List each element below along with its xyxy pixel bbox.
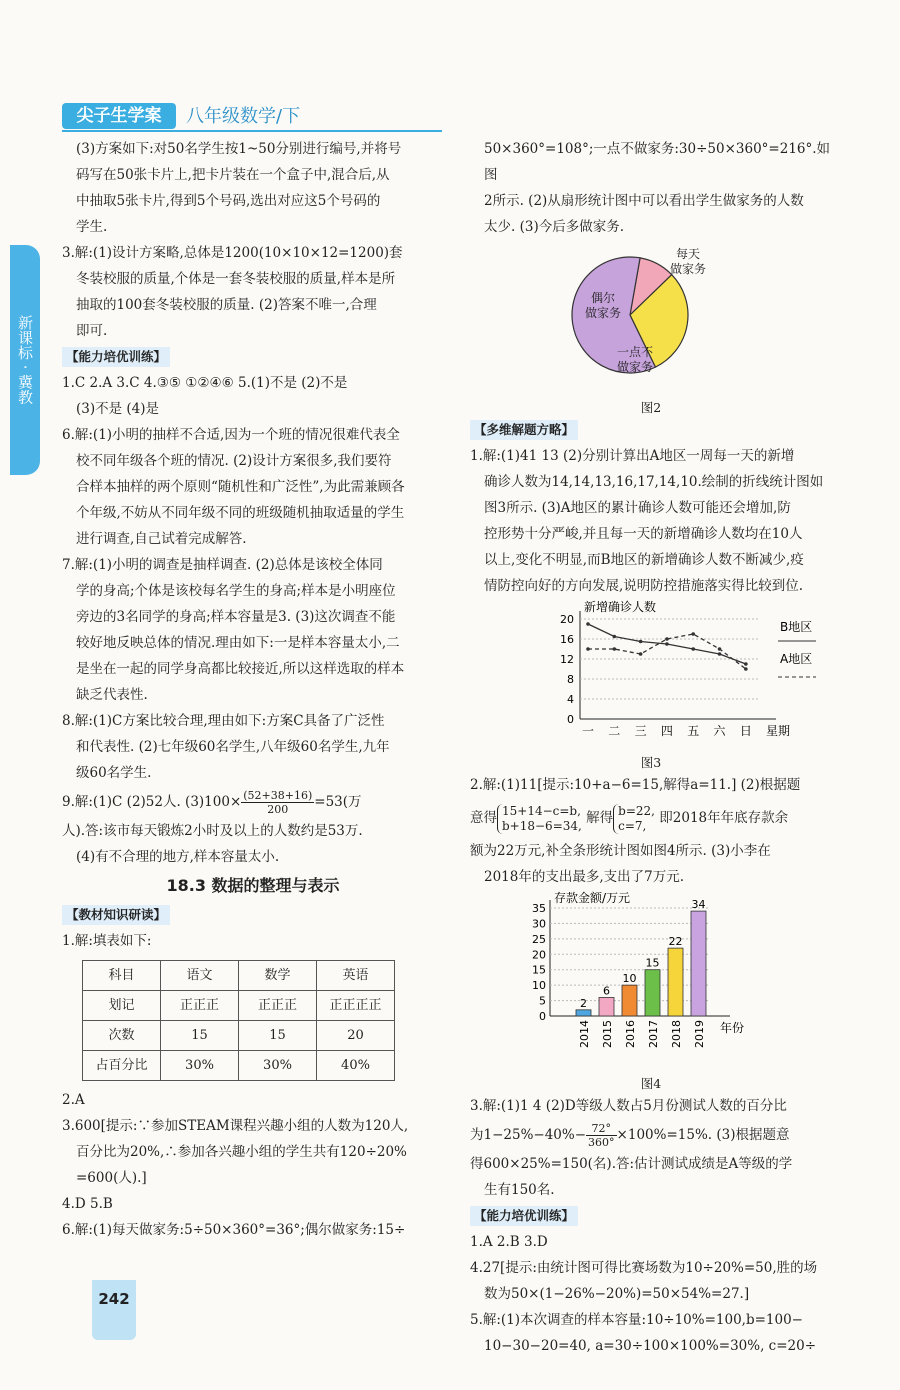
data-point (691, 632, 695, 636)
para-3-plan (62, 136, 444, 240)
r1-answer (470, 443, 832, 599)
text-line: 级60名学生. (76, 765, 152, 781)
table-cell: 40% (317, 1051, 395, 1081)
text-line: 即可. (76, 323, 108, 339)
q9-numerator: (52+38+16) (243, 789, 313, 802)
text-line: 7.解:(1)小明的调查是抽样调查. (2)总体是该校全体同 (62, 557, 383, 573)
bar (645, 970, 660, 1016)
r-choice-answers: 1.A 2.B 3.D (470, 1234, 548, 1250)
text-line: 缺乏代表性. (76, 687, 148, 703)
q45-answers: 4.D 5.B (62, 1196, 113, 1212)
data-point (613, 647, 617, 651)
y-tick-label: 10 (532, 979, 546, 993)
text-line: 生有150名. (484, 1182, 555, 1198)
data-point (586, 622, 590, 626)
y-axis-label: 存款金额/万元 (554, 891, 631, 905)
data-point (639, 652, 643, 656)
table-cell: 30% (161, 1051, 239, 1081)
table-cell: 正正正正 (317, 991, 395, 1021)
table-row (83, 961, 395, 991)
text-line: 以上,变化不明显,而B地区的新增确诊人数不断减少,疫 (484, 552, 804, 568)
table-cell: 15 (239, 1021, 317, 1051)
data-point (639, 640, 643, 644)
text-line: 码写在50张卡片上,把卡片装在一个盒子中,混合后,从 (76, 167, 390, 183)
table-cell: 英语 (317, 961, 395, 991)
data-point (744, 662, 748, 666)
x-tick-label: 2018 (670, 1020, 683, 1048)
text-line: =600(人).] (76, 1170, 147, 1186)
table-cell: 划记 (83, 991, 161, 1021)
r5-answer (470, 1307, 832, 1359)
left-column (62, 136, 444, 1243)
text-line: (3)不是 (4)是 (76, 401, 160, 417)
series-title: 尖子生学案 (62, 103, 176, 129)
y-tick-label: 12 (560, 653, 574, 666)
data-point (691, 647, 695, 651)
x-axis-label: 星期 (766, 724, 791, 738)
subject-title: 八年级数学/下 (186, 106, 301, 127)
fig3-caption: 图3 (640, 755, 662, 770)
text-line: 百分比为20%,∴参加各兴趣小组的学生共有120÷20% (76, 1144, 407, 1160)
text-line: 5.解:(1)本次调查的样本容量:10÷10%=100,b=100− (470, 1312, 803, 1328)
tally-table (82, 960, 395, 1081)
section-label-textbook: 【教材知识研读】 (62, 905, 170, 925)
text-line: 数为50×(1−26%−20%)=50×54%=27.] (484, 1286, 750, 1302)
y-tick-label: 16 (560, 633, 574, 646)
q9-line (62, 786, 444, 818)
x-tick-label: 四 (660, 724, 673, 738)
text-line: 3.600[提示:∵参加STEAM课程兴趣小组的人数为120人, (62, 1118, 409, 1134)
y-tick-label: 8 (567, 673, 574, 686)
data-label: 34 (691, 898, 706, 912)
pie-label: 偶尔做家务 (584, 291, 622, 320)
text-line: 2所示. (2)从扇形统计图中可以看出学生做家务的人数 (484, 193, 804, 209)
x-tick-label: 2019 (693, 1020, 706, 1048)
q9-denominator: 200 (267, 803, 289, 816)
section-label-multi: 【多维解题方略】 (470, 420, 578, 440)
data-label: 15 (645, 956, 660, 970)
x-axis-label: 年份 (720, 1021, 745, 1035)
q9-answer-rest (62, 818, 444, 870)
y-tick-label: 0 (567, 713, 574, 726)
r3-result: ×100%=15%. (3)根据题意 (616, 1127, 790, 1143)
q9-text: 9.解:(1)C (2)52人. (3)100× (62, 794, 242, 810)
table-cell: 数学 (239, 961, 317, 991)
pie-label: 每天做家务 (669, 247, 707, 276)
x-tick-label: 2017 (647, 1020, 660, 1048)
header-rule (62, 130, 442, 132)
text-line: 确诊人数为14,14,13,16,17,14,10.绘制的折线统计图如 (484, 474, 824, 490)
r3-text: 为1−25%−40%− (470, 1127, 587, 1143)
table-row (83, 1051, 395, 1081)
text-line: 情防控向好的方向发展,说明防控措施落实得比较到位. (484, 578, 804, 594)
r2-result (613, 804, 655, 834)
r2-equation-line (470, 798, 832, 838)
y-axis-label: 新增确诊人数 (584, 600, 657, 614)
fig4-caption: 图4 (640, 1076, 662, 1091)
table-cell: 正正正 (161, 991, 239, 1021)
y-tick-label: 4 (567, 693, 574, 706)
q8-answer (62, 708, 444, 786)
table-cell: 20 (317, 1021, 395, 1051)
r2-eq1: 15+14−c=b, (502, 803, 581, 818)
data-point (744, 667, 748, 671)
section-label-ability: 【能力培优训练】 (62, 347, 170, 367)
text-line: 控形势十分严峻,并且每一天的新增确诊人数均在10人 (484, 526, 803, 542)
pie-chart (470, 240, 832, 390)
q6-answer (62, 422, 444, 552)
data-label: 10 (622, 972, 637, 986)
x-tick-label: 2014 (578, 1020, 591, 1048)
q2-answer: 2.A (62, 1092, 85, 1108)
table-cell: 15 (161, 1021, 239, 1051)
text-line: 校不同年级各个班的情况. (2)设计方案很多,我们要符 (76, 453, 392, 469)
text-line: 1.解:(1)41 13 (2)分别计算出A地区一周每一天的新增 (470, 448, 795, 464)
text-line: 1.C 2.A 3.C 4.③⑤ ①②④⑥ 5.(1)不是 (2)不是 (62, 375, 348, 391)
x-tick-label: 一 (581, 724, 595, 738)
text-line: 50×360°=108°;一点不做家务:30÷50×360°=216°.如图 (484, 141, 831, 183)
text-line: 4.27[提示:由统计图可得比赛场数为10÷20%=50,胜的场 (470, 1260, 818, 1276)
text-line: 合样本抽样的两个原则“随机性和广泛性”,为此需兼顾各 (76, 479, 405, 495)
x-tick-label: 日 (739, 724, 752, 738)
y-tick-label: 30 (532, 917, 546, 931)
r2-answer-rest (470, 838, 832, 890)
q3-hint (62, 1113, 444, 1191)
table-cell: 正正正 (239, 991, 317, 1021)
section-label-ability-2: 【能力培优训练】 (470, 1206, 578, 1226)
right-column (470, 136, 832, 1359)
text-line: 进行调查,自己试着完成解答. (76, 531, 247, 547)
section-title: 18.3 数据的整理与表示 (166, 876, 340, 895)
table-cell: 次数 (83, 1021, 161, 1051)
r2-res2: c=7, (618, 818, 647, 833)
y-tick-label: 35 (532, 902, 546, 915)
bar (668, 948, 683, 1016)
data-point (613, 635, 617, 639)
text-line: (4)有不合理的地方,样本容量太小. (76, 849, 280, 865)
r-top (470, 136, 832, 240)
line-chart (470, 599, 832, 745)
data-point (718, 652, 722, 656)
r2-left: 意得 (470, 810, 497, 826)
text-line: 旁边的3名同学的身高;样本容量是3. (3)这次调查不能 (76, 609, 396, 625)
table-cell: 科目 (83, 961, 161, 991)
data-point (665, 642, 669, 646)
side-tab: 新课标 · 冀教 (10, 245, 40, 475)
text-line: (3)方案如下:对50名学生按1~50分别进行编号,并将号 (76, 141, 402, 157)
text-line: 10−30−20=40, a=30÷100×100%=30%, c=20÷ (484, 1338, 817, 1354)
text-line: 太少. (3)今后多做家务. (484, 219, 624, 235)
r3-numerator: 72° (586, 1122, 617, 1136)
r3-denominator: 360° (588, 1136, 615, 1149)
legend-label: A地区 (780, 652, 813, 666)
text-line: 6.解:(1)小明的抽样不合适,因为一个班的情况很难代表全 (62, 427, 400, 443)
r2-system (497, 804, 582, 834)
x-tick-label: 2015 (601, 1020, 614, 1048)
x-tick-label: 六 (713, 724, 726, 738)
choice-answers (62, 370, 444, 422)
text-line: 中抽取5张卡片,得到5个号码,选出对应这5个号码的 (76, 193, 381, 209)
bar (691, 911, 706, 1016)
r3-line-a: 3.解:(1)1 4 (2)D等级人数占5月份测试人数的百分比 (470, 1098, 787, 1114)
text-line: 2018年的支出最多,支出了7万元. (484, 869, 685, 885)
bar (576, 1010, 591, 1016)
bar-chart (470, 890, 832, 1066)
text-line: 额为22万元,补全条形统计图如图4所示. (3)小李在 (470, 843, 771, 859)
y-tick-label: 5 (539, 994, 546, 1008)
text-line: 学的身高;个体是该校每名学生的身高;样本是小明座位 (76, 583, 396, 599)
table-row (83, 991, 395, 1021)
r2-res1: b=22, (618, 803, 655, 818)
bar (622, 985, 637, 1016)
text-line: 和代表性. (2)七年级60名学生,八年级60名学生,九年 (76, 739, 390, 755)
text-line: 人).答:该市每天锻炼2小时及以上的人数约是53万. (62, 823, 363, 839)
text-line: 冬装校服的质量,个体是一套冬装校服的质量,样本是所 (76, 271, 396, 287)
r2-tail: 即2018年年底存款余 (659, 810, 789, 826)
table-cell: 占百分比 (83, 1051, 161, 1081)
data-label: 6 (603, 984, 610, 998)
q6-line: 6.解:(1)每天做家务:5÷50×360°=36°;偶尔做家务:15÷ (62, 1222, 406, 1238)
r2-eq2: b+18−6=34, (502, 818, 582, 833)
r4-answer (470, 1255, 832, 1307)
q3-answer (62, 240, 444, 344)
text-line: 学生. (76, 219, 108, 235)
data-label: 22 (668, 935, 683, 949)
r2-solve: 解得 (586, 810, 614, 826)
text-line: 个年级,不妨从不同年级不同的班级随机抽取适量的学生 (76, 505, 405, 521)
q7-answer (62, 552, 444, 708)
bar (599, 997, 614, 1016)
text-line: 抽取的100套冬装校服的质量. (2)答案不唯一,合理 (76, 297, 377, 313)
legend-label: B地区 (780, 620, 813, 634)
data-point (718, 647, 722, 651)
y-tick-label: 20 (532, 948, 546, 962)
text-line: 得600×25%=150(名).答:估计测试成绩是A等级的学 (470, 1156, 793, 1172)
q9-fraction (241, 789, 314, 816)
text-line: 8.解:(1)C方案比较合理,理由如下:方案C具备了广泛性 (62, 713, 385, 729)
data-point (586, 647, 590, 651)
table-row (83, 1021, 395, 1051)
r2-line-a: 2.解:(1)11[提示:10+a−6=15,解得a=11.] (2)根据题 (470, 777, 801, 793)
text-line: 图3所示. (3)A地区的累计确诊人数可能还会增加,防 (484, 500, 791, 516)
y-tick-label: 20 (560, 613, 574, 626)
r3-fraction (586, 1122, 617, 1149)
x-tick-label: 二 (608, 724, 621, 738)
table-cell: 语文 (161, 961, 239, 991)
text-line: 较好地反映总体的情况.理由如下:一是样本容量太小,二 (76, 635, 400, 651)
r3-line-b (470, 1119, 832, 1151)
pie-label: 一点不做家务 (616, 345, 654, 374)
x-tick-label: 2016 (624, 1020, 637, 1048)
data-point (665, 637, 669, 641)
q9-result: =53(万 (314, 794, 362, 810)
x-tick-label: 三 (634, 724, 647, 738)
text-line: 3.解:(1)设计方案略,总体是1200(10×10×12=1200)套 (62, 245, 403, 261)
y-tick-label: 25 (532, 932, 546, 946)
y-tick-label: 0 (539, 1010, 546, 1023)
x-tick-label: 五 (687, 724, 700, 738)
text-line: 是坐在一起的同学身高都比较接近,所以这样选取的样本 (76, 661, 405, 677)
page-number: 242 (92, 1280, 136, 1340)
data-label: 2 (580, 996, 587, 1010)
r3-answer-rest (470, 1151, 832, 1203)
q1-line: 1.解:填表如下: (62, 933, 152, 949)
fig2-caption: 图2 (640, 400, 662, 415)
table-cell: 30% (239, 1051, 317, 1081)
y-tick-label: 15 (532, 963, 546, 977)
